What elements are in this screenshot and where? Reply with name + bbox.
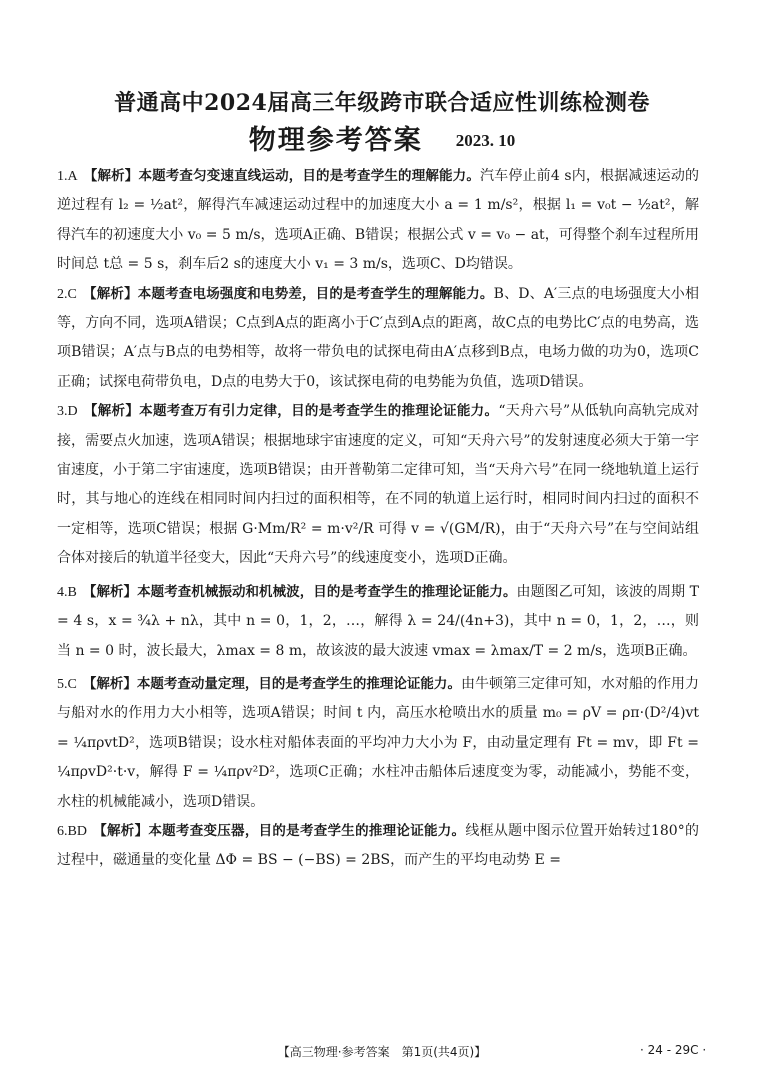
analysis-text: 线框从题中图示位置开始转过180°的过程中，磁通量的变化量 ΔΦ = BS − (−BS) = 2BS，而产生的平均电动势 E = [57,822,699,869]
analysis-tag: 【解析】本题考查变压器，目的是考查学生的推理论证能力。 [92,822,466,839]
question-number: 4. [57,584,68,600]
question-3 [57,397,699,573]
document-subtitle: 物理参考答案 [248,125,423,156]
question-6 [57,817,699,876]
page-footer: 【高三物理·参考答案 第1页(共4页)】 [277,1045,487,1059]
analysis-tag: 【解析】本题考查机械振动和机械波，目的是考查学生的推理论证能力。 [82,583,517,600]
analysis-tag: 【解析】本题考查动量定理，目的是考查学生的推理论证能力。 [82,675,461,692]
question-answer: B [67,584,77,600]
document-title: 普通高中2024届高三年级跨市联合适应性训练检测卷 [114,90,650,116]
question-answer: BD [67,823,87,839]
question-answer: C [67,676,77,692]
question-number: 3. [57,404,68,420]
question-answer: D [67,404,78,420]
analysis-text: 汽车停止前4 s内，根据减速运动的逆过程有 l₂ = ½at²，解得汽车减速运动过程中的加速度大小 a = 1 m/s²，根据 l₁ = v₀t − ½at²，解得汽车的初速度大小 v₀ = 5 m/s，选项A正确、B错误；根据公式 v = v₀ − at，可得整个刹车过程所用时间总 t总 = 5 s，刹车后2 s的速度大小 v₁ = 3 m/s，选项C、D均错误。 [57,168,699,273]
question-number: 6. [57,823,68,839]
analysis-tag: 【解析】本题考查匀变速直线运动，目的是考查学生的理解能力。 [83,168,481,184]
question-1 [57,162,699,280]
analysis-text: B、D、A′三点的电场强度大小相等，方向不同，选项A错误；C点到A点的距离小于C′点到A点的距离，故C点的电势比C′点的电势高，选项B错误；A′点与B点的电势相等，故将一带负电的试探电荷由A′点移到B点，电场力做的功为0，选项C正确；试探电荷带负电，D点的电势大于0，该试探电荷的电势能为负值，选项D错误。 [57,285,699,390]
analysis-text: 由牛顿第三定律可知，水对船的作用力与船对水的作用力大小相等，选项A错误；时间 t 内，高压水枪喷出水的质量 m₀ = ρV = ρπ·(D²/4)vt = ¼πρvtD²，选项B错误；设水柱对船体表面的平均冲力大小为 F，由动量定理有 Ft = mv，即 Ft = ¼πρvD²·t·v，解得 F = ¼πρv²D²，选项C正确；水柱冲击船体后速度变为零，动能减小，势能不变，水柱的机械能减小，选项D错误。 [57,675,700,810]
subtitle-row [0,118,764,157]
question-number: 1. [57,169,68,184]
question-number: 5. [57,676,68,692]
analysis-text: 由题图乙可知，该波的周期 T = 4 s，x = ¾λ + nλ，其中 n = 0，1，2，…，解得 λ = 24/(4n+3)，其中 n = 0，1，2，…，则当 n = 0 时，波长最大，λmax = 8 m，故该波的最大波速 vmax = λmax/T = 2 m/s，选项B正确。 [57,583,700,659]
analysis-tag: 【解析】本题考查万有引力定律，目的是考查学生的推理论证能力。 [83,403,499,420]
question-2 [57,280,699,398]
question-number: 2. [57,286,68,302]
document-date: 2023. 10 [455,131,516,150]
question-5 [57,670,699,817]
answers-section [57,162,699,876]
question-answer: C [67,286,77,302]
analysis-tag: 【解析】本题考查电场强度和电势差，目的是考查学生的理解能力。 [82,285,494,302]
question-answer: A [67,169,78,184]
analysis-text: “天舟六号”从低轨向高轨完成对接，需要点火加速，选项A错误；根据地球宇宙速度的定义，可知“天舟六号”的发射速度必须大于第一宇宙速度，小于第二宇宙速度，选项B错误；由开普勒第二定律可知，当“天舟六号”在同一绕地轨道上运行时，其与地心的连线在相同时间内扫过的面积相等，在不同的轨道上运行时，相同时间内扫过的面积不一定相等，选项C错误；根据 G·Mm/R² = m·v²/R 可得 v = √(GM/R)，由于“天舟六号”在与空间站组合体对接后的轨道半径变大，因此“天舟六号”的线速度变小，选项D正确。 [57,403,699,567]
document-code: · 24 - 29C · [640,1043,707,1057]
question-4 [57,578,699,666]
